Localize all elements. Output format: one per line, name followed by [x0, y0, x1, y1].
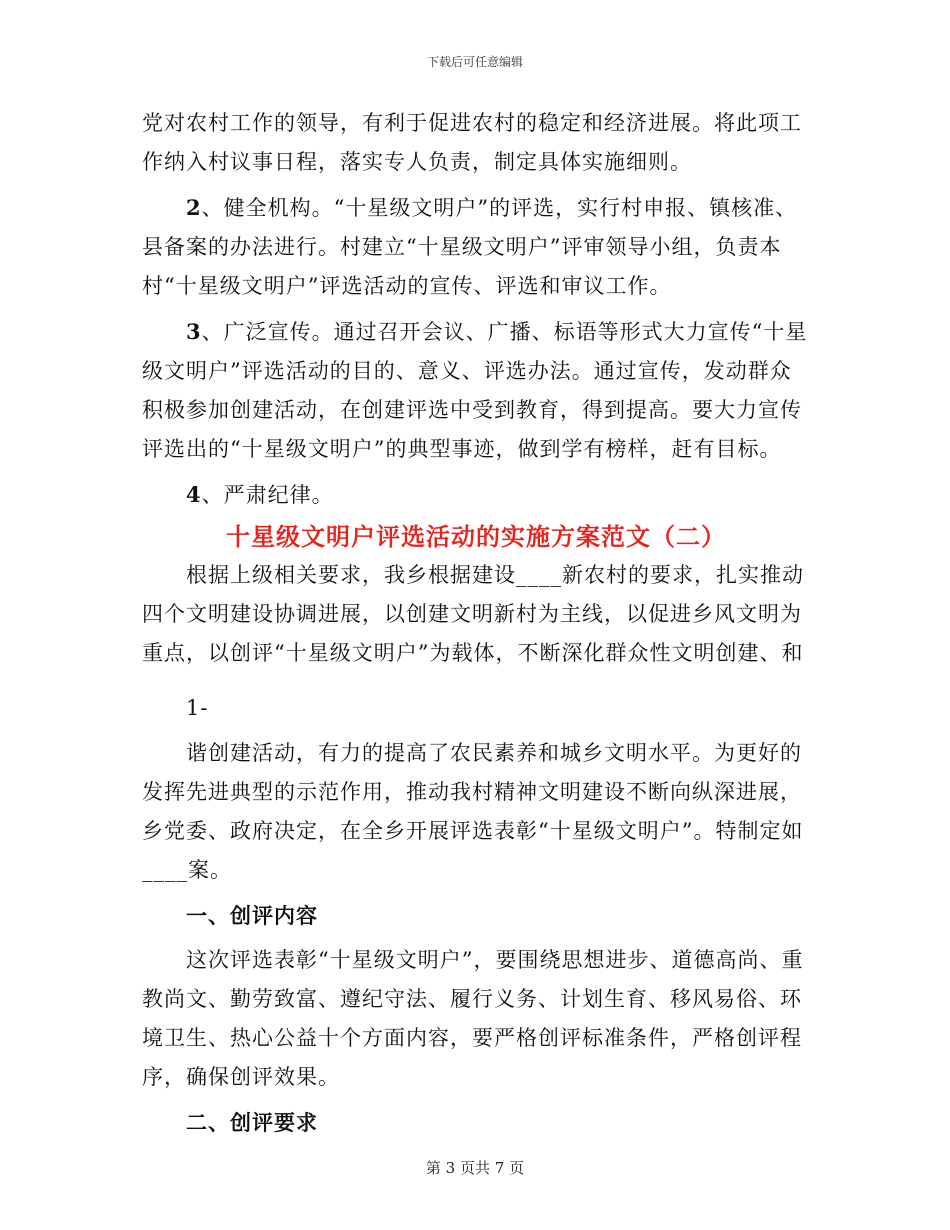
header-note: 下载后可任意编辑	[426, 55, 523, 69]
heading-criteria: 一、创评内容	[186, 903, 318, 928]
list-number: 3	[186, 319, 202, 344]
page-footer: 第 3 页共 7 页	[425, 1159, 525, 1177]
list-item-2	[142, 188, 810, 306]
list-number: 4	[186, 482, 202, 507]
page-marker: 1-	[186, 696, 209, 720]
section-title: 十星级文明户评选活动的实施方案范文（二）	[226, 522, 726, 551]
paragraph-criteria: 这次评选表彰“十星级文明户”，要围绕思想进步、道德高尚、重教尚文、勤劳致富、遵纪守法、履行义务、计划生育、移风易俗、环境卫生、热心公益十个方面内容，要严格创评标准条件，严格创评程序，确保创评效果。	[142, 948, 804, 1089]
list-item-4	[142, 475, 810, 515]
list-text: 、健全机构。“十星级文明户”的评选，实行村申报、镇核准、县备案的办法进行。村建立“十星级文明户”评审领导小组，负责本村“十星级文明户”评选活动的宣传、评选和审议工作。	[142, 196, 798, 298]
list-number: 2	[186, 195, 202, 220]
paragraph-continued: 谐创建活动，有力的提高了农民素养和城乡文明水平。为更好的发挥先进典型的示范作用，推动我村精神文明建设不断向纵深进展，乡党委、政府决定，在全乡开展评选表彰“十星级文明户”。特制定如____案。	[142, 741, 804, 882]
list-item-3	[142, 312, 810, 469]
list-text: 、严肃纪律。	[201, 483, 334, 507]
paragraph-intro: 根据上级相关要求，我乡根据建设____新农村的要求，扎实推动四个文明建设协调进展，以创建文明新村为主线，以促进乡风文明为重点，以创评“十星级文明户”为载体，不断深化群众性文明创建、和	[142, 563, 804, 665]
list-text: 、广泛宣传。通过召开会议、广播、标语等形式大力宣传“十星级文明户”评选活动的目的、意义、评选办法。通过宣传，发动群众积极参加创建活动，在创建评选中受到教育，得到提高。要大力宣传评选出的“十星级文明户”的典型事迹，做到学有榜样，赶有目标。	[142, 320, 808, 461]
heading-requirements: 二、创评要求	[186, 1110, 318, 1135]
paragraph-continuation: 党对农村工作的领导，有利于促进农村的稳定和经济进展。将此项工作纳入村议事日程，落实专人负责，制定具体实施细则。	[142, 111, 802, 174]
document-body	[142, 104, 810, 1142]
